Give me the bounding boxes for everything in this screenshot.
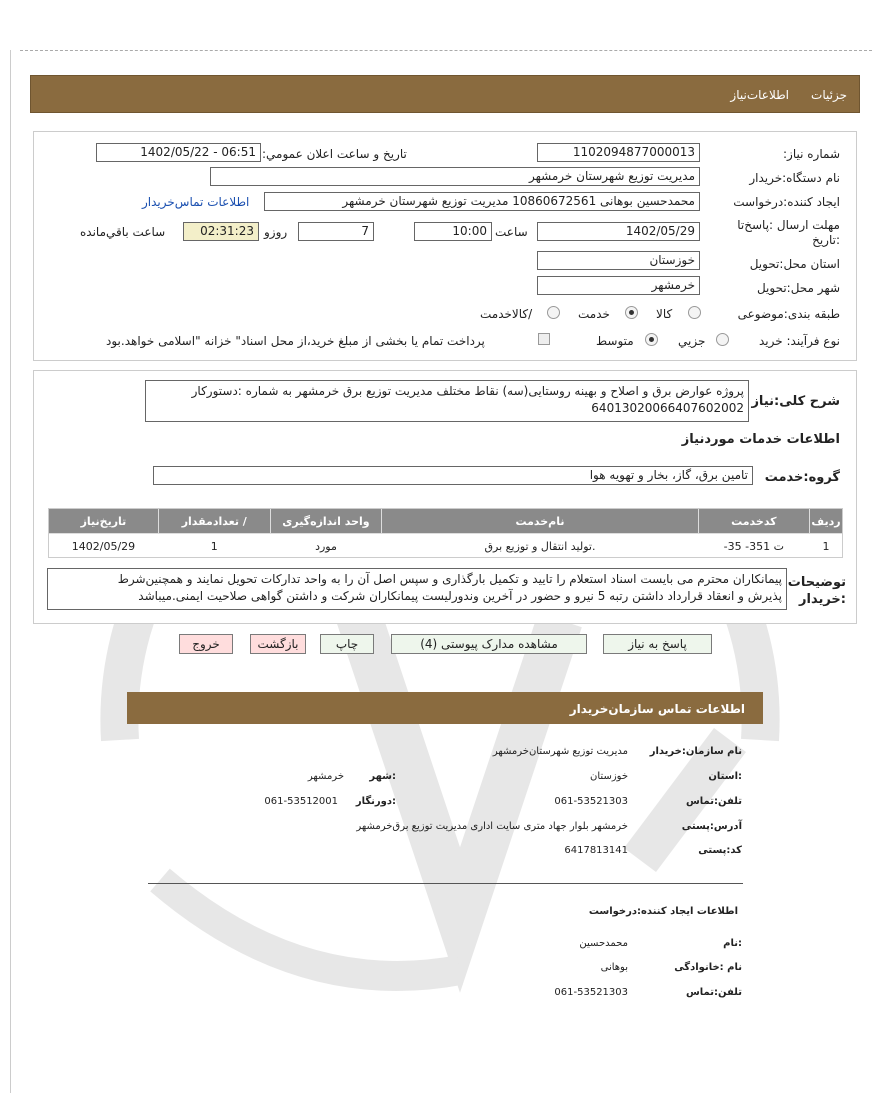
items-table-header bbox=[49, 509, 843, 534]
buyer-notes-label-2: :خریدار bbox=[799, 592, 846, 607]
category-label: طبقه بندی:موضوعی bbox=[737, 307, 840, 321]
need-number-field: 1102094877000013 bbox=[537, 143, 700, 162]
contact-province-label: :استان bbox=[708, 771, 742, 782]
tab-details[interactable]: جزئیات bbox=[811, 88, 847, 102]
back-button[interactable]: بازگشت bbox=[250, 634, 306, 654]
process-option-minor: جزيي bbox=[678, 334, 706, 348]
buyer-org-label: نام دستگاه:خریدار bbox=[749, 171, 840, 185]
buyer-org-field: مدیریت توزیع شهرستان خرمشهر bbox=[210, 167, 700, 186]
cell-quantity: 1 bbox=[210, 539, 218, 553]
contact-address-value: خرمشهر بلوار جهاد متری سایت اداری مدیریت توزیع برق‌خرمشهر bbox=[356, 821, 628, 832]
contact-info-header bbox=[127, 692, 763, 724]
contact-city-value: خرمشهر bbox=[307, 771, 344, 782]
province-field: خوزستان bbox=[537, 251, 700, 270]
print-button[interactable]: چاپ bbox=[320, 634, 374, 654]
announce-field: 1402/05/22 - 06:51 bbox=[96, 143, 261, 162]
creator-field: محمدحسین بوهانی 10860672561 مدیریت توزیع شهرستان خرمشهر bbox=[264, 192, 700, 211]
contact-phone-label: تلفن:تماس bbox=[685, 796, 742, 807]
creator-info-heading: اطلاعات ایجاد کننده:درخواست bbox=[588, 906, 738, 917]
creator-family-value: بوهانی bbox=[600, 962, 628, 973]
cell-need-date: 1402/05/29 bbox=[71, 539, 136, 553]
process-radio-minor[interactable] bbox=[716, 333, 729, 346]
items-table bbox=[48, 508, 843, 558]
creator-phone-value: 061-53521303 bbox=[554, 987, 628, 998]
buyer-notes-line-1: پیمانکاران محترم می بایست اسناد استعلام را تایید و تکمیل بارگذاری و سپس اصل آن را به واحد تدارکات تحویل نمایند و همچنین‌شرط bbox=[117, 572, 782, 586]
service-group-label: گروه:خدمت bbox=[764, 470, 840, 485]
services-heading: اطلاعات خدمات موردنیاز bbox=[681, 432, 840, 447]
deadline-time-label: ساعت bbox=[495, 225, 528, 239]
deadline-label-2: :تاریخ bbox=[812, 233, 840, 247]
creator-label: ایجاد کننده:درخواست bbox=[733, 195, 840, 209]
days-field: 7 bbox=[298, 222, 374, 241]
table-row bbox=[49, 534, 843, 559]
col-service-name: نام‌خدمت bbox=[382, 509, 698, 534]
contact-fax-label: :دورنگار bbox=[355, 796, 396, 807]
contact-phone-value: 061-53521303 bbox=[554, 796, 628, 807]
tab-need-info[interactable]: اطلاعات‌نیاز bbox=[730, 88, 789, 102]
deadline-label-1: مهلت ارسال :پاسخ‌تا bbox=[737, 218, 840, 232]
need-form-panel bbox=[33, 131, 857, 361]
left-border bbox=[10, 50, 11, 1093]
category-option-service: خدمت bbox=[578, 307, 610, 321]
category-option-goods-service: /کالاخدمت bbox=[480, 307, 533, 321]
category-radio-service[interactable] bbox=[625, 306, 638, 319]
city-field: خرمشهر bbox=[537, 276, 700, 295]
description-line-1: پروژه عوارض برق و اصلاح و بهینه روستایی(سه) نقاط مختلف مدیریت توزیع برق خرمشهر به شماره :دستورکار bbox=[191, 384, 744, 398]
exit-button[interactable]: خروج bbox=[179, 634, 233, 654]
org-name-value: مدیریت توزیع شهرستان‌خرمشهر bbox=[492, 746, 628, 757]
payment-checkbox[interactable] bbox=[538, 333, 550, 345]
org-name-label: نام سازمان:خریدار bbox=[649, 746, 742, 757]
reply-button[interactable]: پاسخ به نیاز bbox=[603, 634, 712, 654]
category-option-goods: کالا bbox=[656, 307, 673, 321]
contact-info-title: اطلاعات تماس سازمان‌خریدار bbox=[569, 702, 745, 716]
col-service-code: کدخدمت bbox=[698, 509, 809, 534]
description-line-2: 64013020066407602002 bbox=[591, 401, 744, 415]
category-radio-goods[interactable] bbox=[688, 306, 701, 319]
col-need-date: تاریخ‌نیاز bbox=[49, 509, 159, 534]
city-label: شهر محل:تحویل bbox=[756, 281, 840, 295]
contact-address-label: آدرس:پستی bbox=[681, 821, 742, 832]
announce-label: تاریخ و ساعت اعلان عمومي: bbox=[262, 147, 407, 161]
buyer-notes-box bbox=[47, 568, 787, 610]
remaining-time-field: 02:31:23 bbox=[183, 222, 259, 241]
cell-service-code: ت 351- 35- bbox=[723, 539, 784, 553]
contact-province-value: خوزستان bbox=[590, 771, 628, 782]
deadline-date-field: 1402/05/29 bbox=[537, 222, 700, 241]
contact-postal-value: 6417813141 bbox=[564, 845, 628, 856]
col-unit: واحد اندازه‌گیری bbox=[270, 509, 382, 534]
process-radio-medium[interactable] bbox=[645, 333, 658, 346]
contact-divider bbox=[148, 883, 743, 884]
top-divider bbox=[20, 50, 872, 51]
creator-family-label: نام :خانوادگی bbox=[674, 962, 742, 973]
col-row: ردیف bbox=[810, 509, 843, 534]
days-label: روزو bbox=[264, 225, 288, 239]
category-radio-goods-service[interactable] bbox=[547, 306, 560, 319]
buyer-contact-link[interactable]: اطلاعات تماس‌خریدار bbox=[142, 195, 250, 209]
contact-postal-label: کد:پستی bbox=[698, 845, 742, 856]
cell-service-name: .تولید انتقال و توزیع برق bbox=[484, 539, 596, 553]
view-docs-button[interactable]: مشاهده مدارک پیوستی (4) bbox=[391, 634, 587, 654]
contact-fax-value: 061-53512001 bbox=[264, 796, 338, 807]
province-label: استان محل:تحویل bbox=[749, 257, 840, 271]
cell-row: 1 bbox=[822, 539, 830, 553]
description-label: شرح کلی:نیاز bbox=[751, 394, 840, 409]
contact-city-label: :شهر bbox=[369, 771, 396, 782]
buyer-notes-line-2: پذیرش و انعقاد قرارداد داشتن رتبه 5 نیرو و حضور در آخرین وندورلیست پیمانکاران شرکت و داشتن گواهی صلاحیت ایمنی.میباشد bbox=[138, 589, 782, 603]
need-number-label: شماره نیاز: bbox=[783, 147, 840, 161]
process-option-medium: متوسط bbox=[596, 334, 634, 348]
creator-phone-label: تلفن:تماس bbox=[685, 987, 742, 998]
deadline-time-field: 10:00 bbox=[414, 222, 492, 241]
description-box bbox=[145, 380, 749, 422]
payment-note: پرداخت تمام یا بخشی از مبلغ خرید،از محل اسناد" خزانه "اسلامی خواهد.بود bbox=[106, 334, 485, 348]
buyer-notes-label-1: توضیحات bbox=[787, 575, 846, 590]
creator-name-label: :نام bbox=[723, 938, 742, 949]
creator-name-value: محمدحسین bbox=[579, 938, 628, 949]
tab-bar bbox=[30, 75, 860, 113]
service-group-field: تامین برق، گاز، بخار و تهویه هوا bbox=[153, 466, 753, 485]
cell-unit: مورد bbox=[315, 539, 337, 553]
remaining-label: ساعت باقي‌مانده bbox=[80, 225, 166, 239]
col-quantity: / تعدادمقدار bbox=[158, 509, 270, 534]
process-label: نوع فرآیند: خرید bbox=[759, 334, 840, 348]
